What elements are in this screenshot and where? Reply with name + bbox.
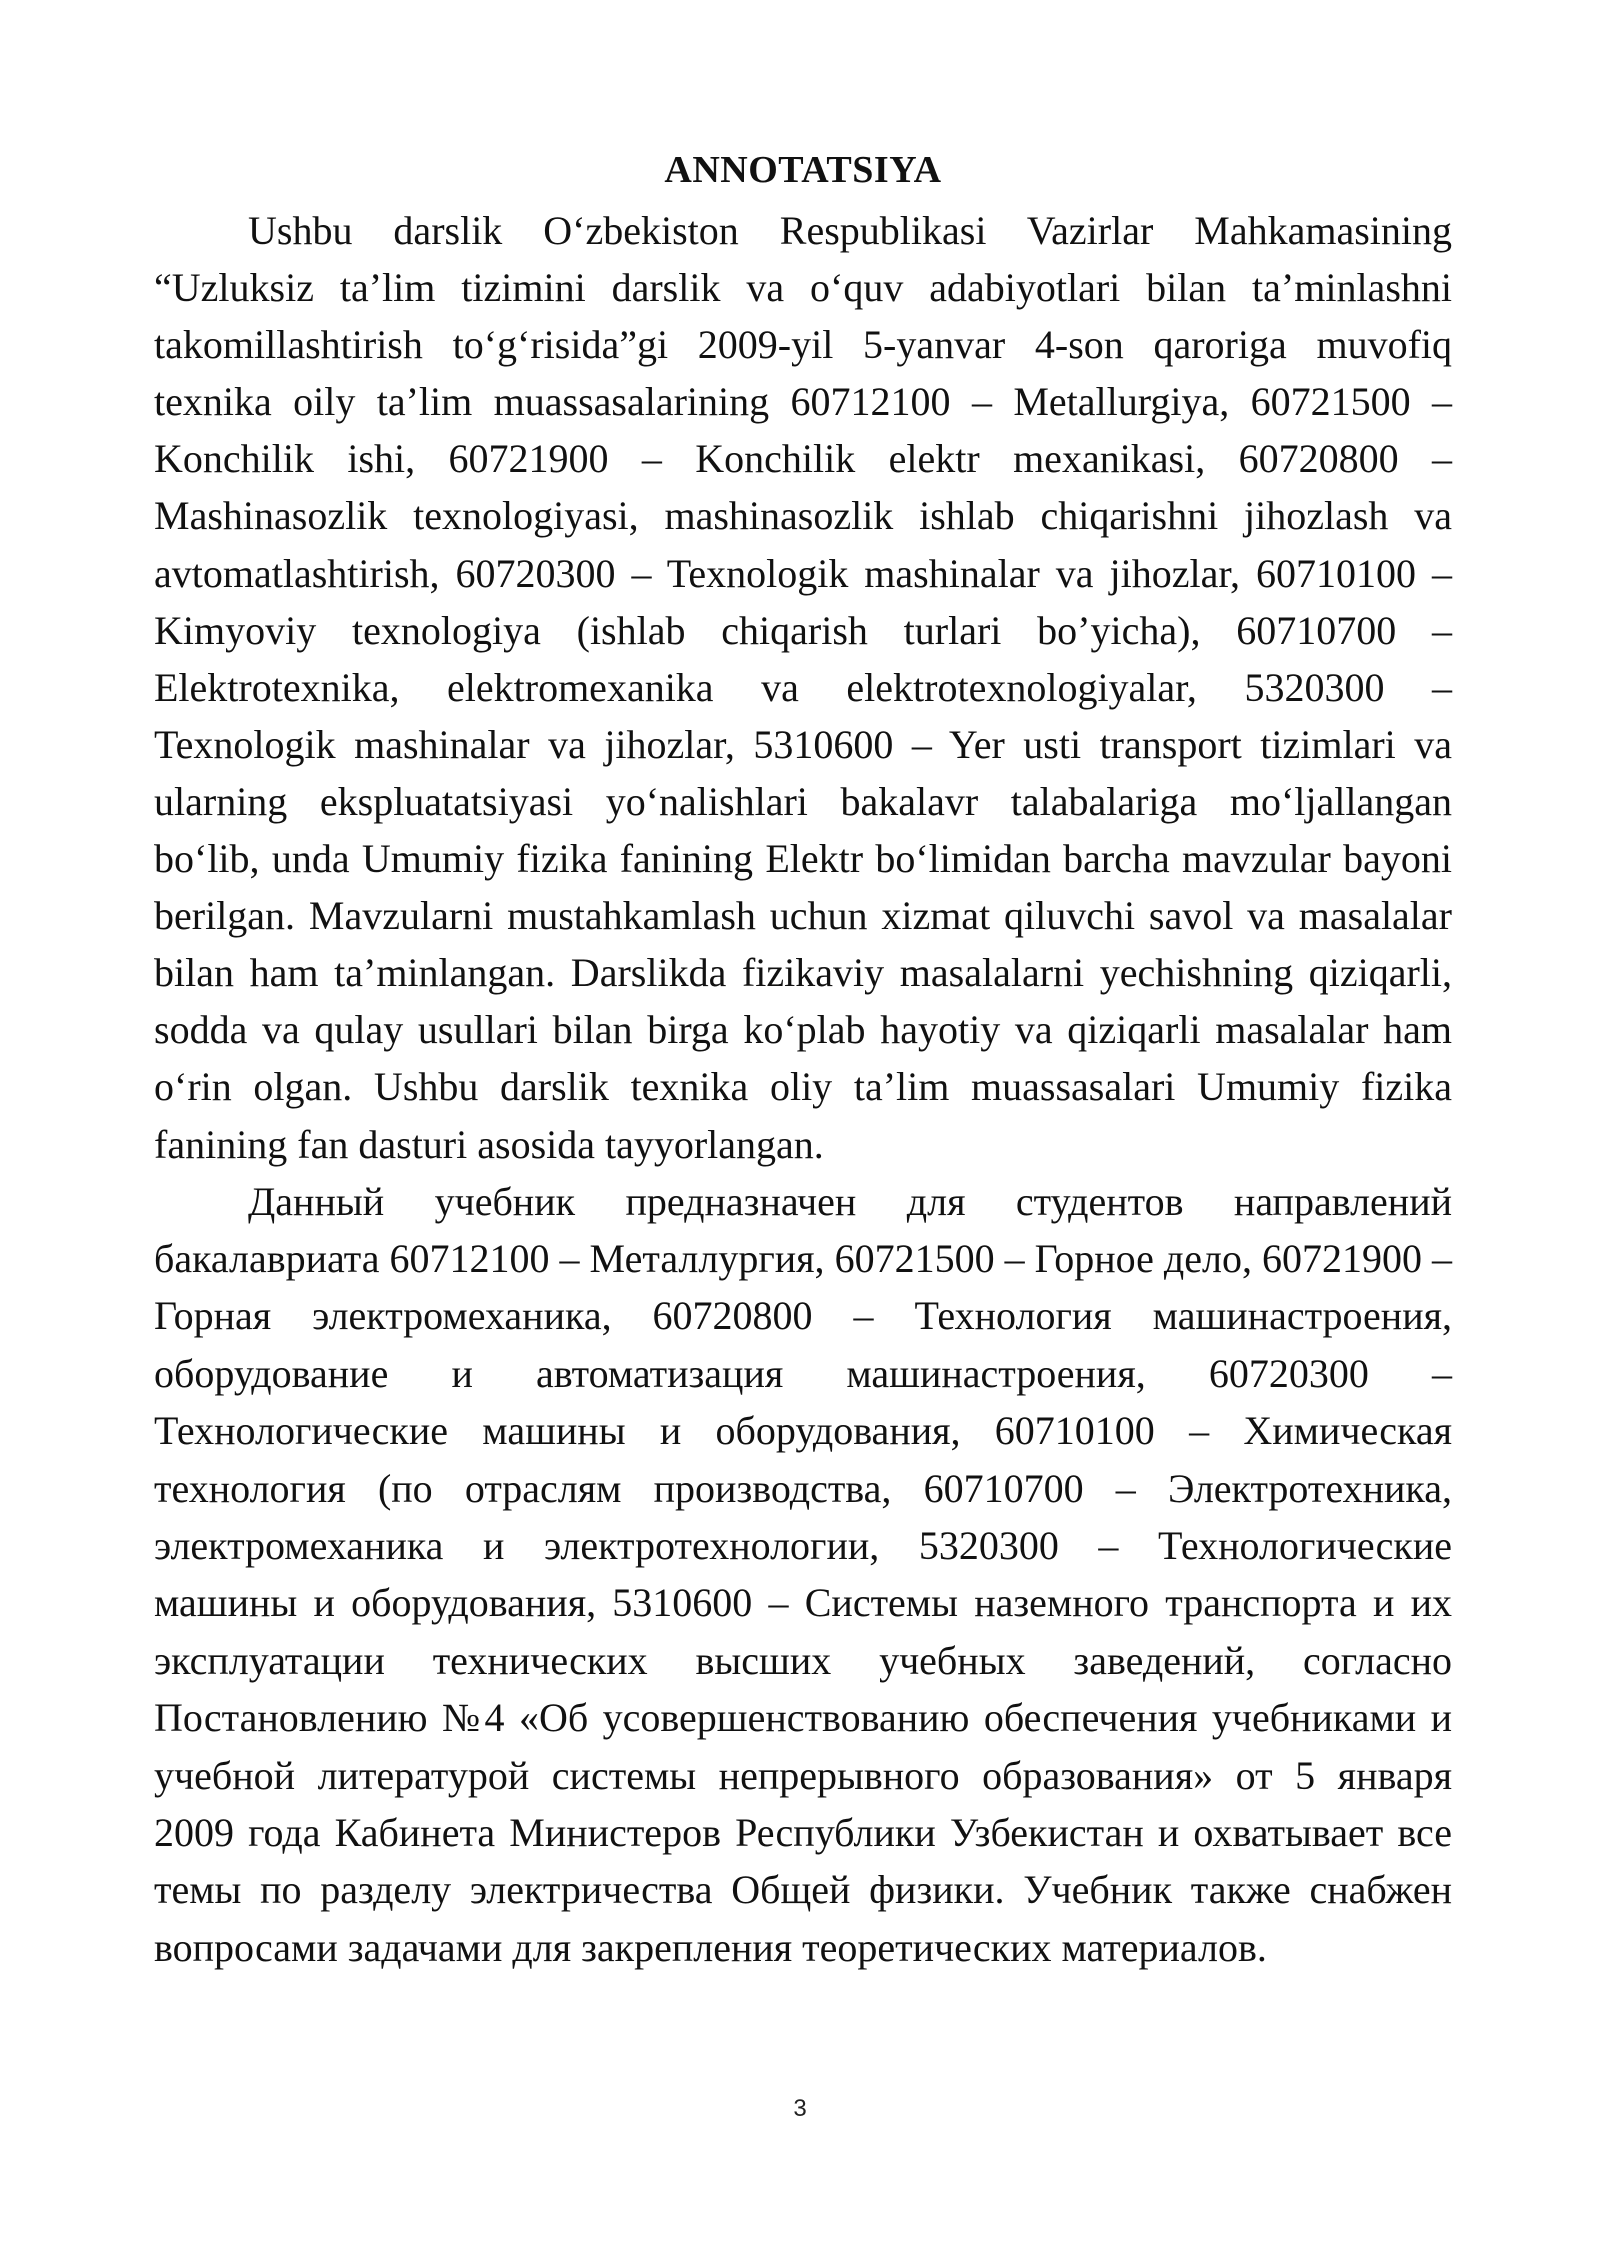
document-page <box>154 140 1452 2140</box>
page-number: 3 <box>793 2095 807 2122</box>
annotation-paragraph-uzbek: Ushbu darslik O‘zbekiston Respublikasi Vazirlar Mahkamasining “Uzluksiz ta’lim tizimini darslik va o‘quv adabiyotlari bilan ta’minlashni takomillashtirish to‘g‘risida”gi 2009-yil 5-yanvar 4-son qaroriga muvofiq texnika oily ta’lim muassasalarining 60712100 – Metallurgiya, 60721500 – Konchilik ishi, 60721900 – Konchilik elektr mexanikasi, 60720800 – Mashinasozlik texnologiyasi, mashinasozlik ishlab chiqarishni jihozlash va avtomatlashtirish, 60720300 – Texnologik mashinalar va jihozlar, 60710100 – Kimyoviy texnologiya (ishlab chiqarish turlari bo’yicha), 60710700 – Elektrotexnika, elektromexanika va elektrotexnologiyalar, 5320300 – Texnologik mashinalar va jihozlar, 5310600 – Yer usti transport tizimlari va ularning ekspluatatsiyasi yo‘nalishlari bakalavr talabalariga mo‘ljallangan bo‘lib, unda Umumiy fizika fanining Elektr bo‘limidan barcha mavzular bayoni berilgan. Mavzularni mustahkamlash uchun xizmat qiluvchi savol va masalalar bilan ham ta’minlangan. Darslikda fizikaviy masalalarni yechishning qiziqarli, sodda va qulay usullari bilan birga ko‘plab hayotiy va qiziqarli masalalar ham o‘rin olgan. Ushbu darslik texnika oliy ta’lim muassasalari Umumiy fizika fanining fan dasturi asosida tayyorlangan. <box>154 208 1452 1167</box>
document-title: ANNOTATSIYA <box>664 149 942 191</box>
annotation-paragraph-russian: Данный учебник предназначен для студентов направлений бакалавриата 60712100 – Металлургия, 60721500 – Горное дело, 60721900 – Горная электромеханика, 60720800 – Технология машинастроения, оборудование и автоматизация машинастроения, 60720300 – Технологические машины и оборудования, 60710100 – Химическая технология (по отраслям производства, 60710700 – Электротехника, электромеханика и электротехнологии, 5320300 – Технологические машины и оборудования, 5310600 – Системы наземного транспорта и их эксплуатации технических высших учебных заведений, согласно Постановлению №4 «Об усовершенствованию обеспечения учебниками и учебной литературой системы непрерывного образования» от 5 января 2009 года Кабинета Министеров Республики Узбекистан и охватывает все темы по разделу электричества Общей физики. Учебник также снабжен вопросами задачами для закрепления теоретических материалов. <box>154 1178 1452 1970</box>
